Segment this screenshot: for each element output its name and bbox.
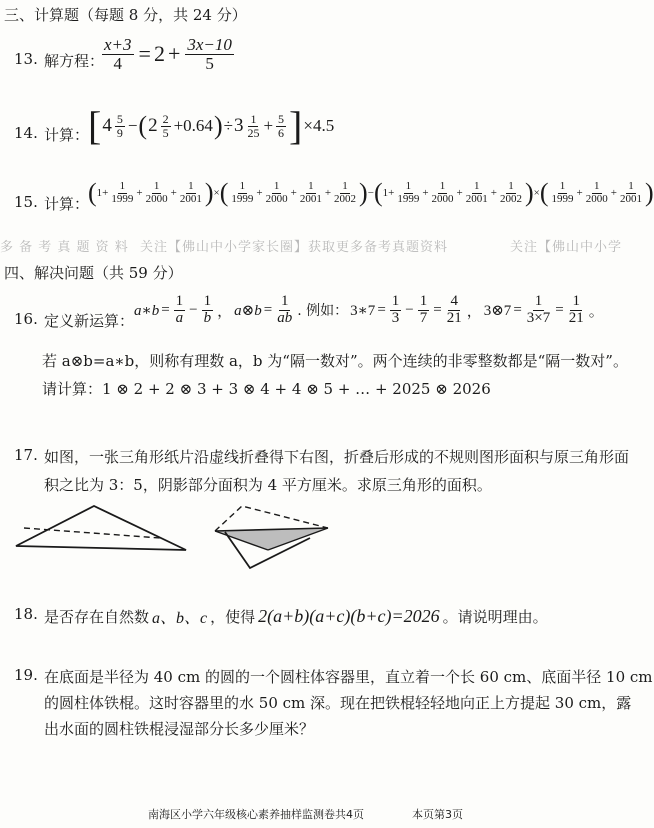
q16-line-2: 若 a⊗b=a∗b，则称有理数 a，b 为“隔一数对”。两个连续的非零整数都是“隔一数对”。 — [42, 352, 628, 370]
q19-line-3: 出水面的圆柱铁棍浸湿部分长多少厘米？ — [44, 720, 315, 738]
q15-frac: $\frac{1}{2000}$ — [265, 179, 288, 205]
q14-mixed-2: 2 $\frac{2}{5}$ — [148, 111, 169, 140]
q15-frac: $\frac{1}{2001}$ — [299, 179, 322, 205]
q15-label: 计算： — [44, 195, 90, 213]
q15-frac: $\frac{1}{1999}$ — [111, 179, 134, 205]
q14-frac: $\frac{5}{6}$ — [278, 111, 285, 140]
fold-line — [24, 528, 160, 538]
q14-mixed-1: 4 $\frac{5}{9}$ — [102, 111, 123, 140]
q18-text: 是否存在自然数 a、b、c ，使得 2(a+b)(a+c)(b+c)=2026 。请说明理由。 — [44, 606, 548, 627]
q16-definitions: a∗b = $\frac{1}{a}$ − $\frac{1}{b}$ ， a⊗b = $\frac{1}{ab}$ . 例如： 3∗7 = $\frac{1}{3}$ − $\frac{1}{7}$ = $\frac{4}{21}$ ， 3⊗7 = $\frac{1}{3\times 7}$ = $\frac{1}{21}$ 。 — [134, 293, 604, 326]
q14-number: 14. — [14, 124, 38, 142]
q16-line-3: 请计算：1 ⊗ 2 + 2 ⊗ 3 + 3 ⊗ 4 + 4 ⊗ 5 + … + 2025 ⊗ 2026 — [42, 380, 491, 398]
q19-line-1: 在底面是半径为 40 cm 的圆的一个圆柱体容器里，直立着一个长 60 cm、底面半径 10 cm — [44, 668, 653, 686]
q17-line-1: 如图，一张三角形纸片沿虚线折叠得下右图，折叠后形成的不规则图形面积与原三角形面 — [44, 448, 630, 466]
q17-line-2: 积之比为 3：5，阴影部分面积为 4 平方厘米。求原三角形的面积。 — [44, 476, 492, 494]
watermark-left: 多 备 考 真 题 资 料 — [0, 240, 129, 255]
q13-frac-right: $\frac{3x-10}{5}$ — [187, 35, 232, 73]
q19-number: 19. — [14, 666, 38, 684]
q15-frac: $\frac{1}{2001}$ — [465, 179, 488, 205]
section-3-title: 三、计算题（每题 8 分，共 24 分） — [4, 6, 247, 24]
q17-figures — [10, 498, 340, 578]
q16-intro: 定义新运算： — [44, 312, 135, 330]
q16-number: 16. — [14, 310, 38, 328]
q19-line-2: 的圆柱体铁棍。这时容器里的水 50 cm 深。现在把铁棍轻轻地向正上方提起 30 cm，露 — [44, 694, 632, 712]
q13-frac-left: $\frac{x+3}{4}$ — [104, 35, 132, 73]
q13-number: 13. — [14, 50, 38, 68]
q14-mixed-3: 3 $\frac{1}{25}$ — [233, 111, 260, 140]
q13-equation: $\frac{x+3}{4}$ = 2 + $\frac{3x-10}{5}$ — [104, 35, 232, 73]
footer-exam-info: 南海区小学六年级核心素养抽样监测卷共4页 — [148, 808, 364, 821]
section-4-title: 四、解决问题（共 59 分） — [4, 264, 183, 282]
folded-dashed-outline — [215, 506, 328, 531]
q15-frac: $\frac{1}{1999}$ — [231, 179, 254, 205]
watermark-right: 关注【佛山中小学 — [510, 240, 623, 255]
q14-label: 计算： — [44, 126, 90, 144]
q15-frac: $\frac{1}{2001}$ — [619, 179, 642, 205]
q15-number: 15. — [14, 193, 38, 211]
original-triangle — [16, 506, 186, 550]
q14-expression: [ 4 $\frac{5}{9}$ − ( 2 $\frac{2}{5}$ +0.64 ) ÷ 3 $\frac{1}{25}$ + $\frac{5}{6}$ ] ×4.5 — [88, 103, 335, 148]
q15-frac: $\frac{1}{2002}$ — [334, 179, 357, 205]
q13-label: 解方程： — [44, 52, 105, 70]
watermark-middle: 关注【佛山中小学家长圈】获取更多备考真题资料 — [140, 240, 449, 255]
q17-number: 17. — [14, 446, 38, 464]
q15-frac: $\frac{1}{2000}$ — [431, 179, 454, 205]
q15-frac: $\frac{1}{1999}$ — [551, 179, 574, 205]
q15-frac: $\frac{1}{2002}$ — [499, 179, 522, 205]
q18-equation: 2(a+b)(a+c)(b+c)=2026 — [258, 606, 440, 626]
q15-expression: ( 1+ $\frac{1}{1999}$ + $\frac{1}{2000}$ + $\frac{1}{2001}$ ) × ( $\frac{1}{1999}$ + $\frac{1}{2000}$ + $\frac{1}{2001}$ + $\frac{1}{2002}$ ) − ( 1+ $\frac{1}{1999}$ + $\frac{1}{2000}$ + $\frac{1}{2001}$ + $\frac{1}{2002}$ ) × ( $\frac{1}{1999}$ + $\frac{1}{2000}$ + $\frac{1}{2001}$ ) — [88, 178, 654, 207]
q15-frac: $\frac{1}{2000}$ — [145, 179, 168, 205]
q15-frac: $\frac{1}{1999}$ — [397, 179, 420, 205]
q15-frac: $\frac{1}{2001}$ — [179, 179, 202, 205]
q18-number: 18. — [14, 605, 38, 623]
q15-frac: $\frac{1}{2000}$ — [585, 179, 608, 205]
footer-page-number: 本页第3页 — [412, 808, 463, 821]
